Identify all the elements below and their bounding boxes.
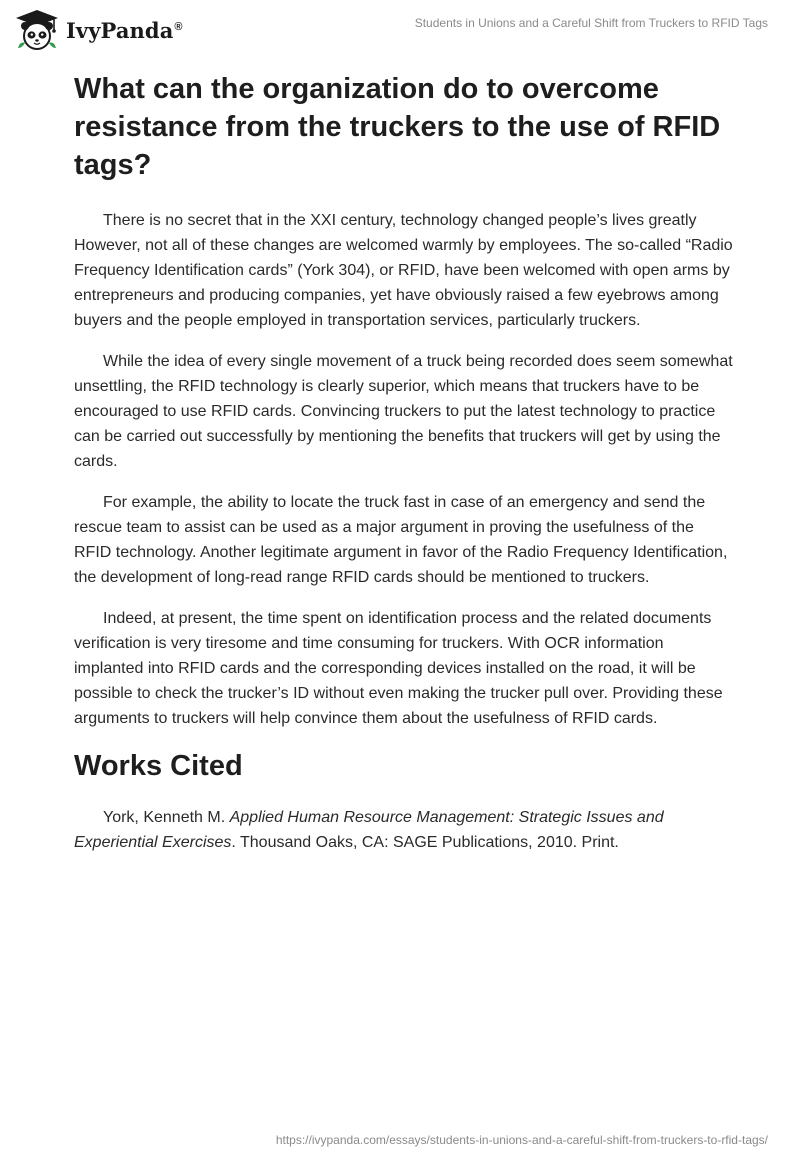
- paragraph-4: Indeed, at present, the time spent on identification process and the related documents verification is very tiresome and time consuming for truckers. With OCR information implanted into RFID cards and the corresponding devices installed on the road, it will be possible to check the trucker’s ID without even making the trucker pull over. Providing these arguments to truckers will help convince them about the usefulness of RFID cards.: [74, 610, 723, 727]
- citation-publication: . Thousand Oaks, CA: SAGE Publications, 2010. Print.: [231, 834, 619, 851]
- section-heading: What can the organization do to overcome resistance from the truckers to the use of RFID tags?: [74, 73, 721, 181]
- registered-mark: ®: [174, 20, 183, 33]
- page-header: [0, 0, 800, 60]
- paragraph-3: For example, the ability to locate the truck fast in case of an emergency and send the rescue team to assist can be used as a major argument in proving the usefulness of the RFID technology. Another legitimate argument in favor of the Radio Frequency Identification, the development of long-read range RFID cards should be mentioned to truckers.: [74, 494, 728, 586]
- panda-graduate-icon: [14, 8, 60, 52]
- paragraph-1: There is no secret that in the XXI century, technology changed people’s lives greatly However, not all of these changes are welcomed warmly by employees. The so-called “Radio Frequency Identification cards” (York 304), or RFID, have been welcomed with open arms by entrepreneurs and producing companies, yet have obviously raised a few eyebrows among buyers and the people employed in transportation services, particularly truckers.: [74, 212, 733, 329]
- brand-name: IvyPanda®: [66, 17, 183, 43]
- citation-author: York, Kenneth M.: [103, 809, 230, 826]
- essay-content: [74, 70, 734, 855]
- citation-title: Applied Human Resource Management: Strategic Issues and Experiential Exercises: [74, 809, 664, 851]
- source-url[interactable]: https://ivypanda.com/essays/students-in-unions-and-a-careful-shift-from-truckers-to-rfid-tags/: [275, 1133, 768, 1147]
- document-title: Students in Unions and a Careful Shift from Truckers to RFID Tags: [414, 16, 768, 30]
- brand-logo[interactable]: [14, 8, 183, 52]
- citation-entry: [74, 805, 734, 855]
- paragraph-2: While the idea of every single movement of a truck being recorded does seem somewhat unsettling, the RFID technology is clearly superior, which means that truckers have to be encouraged to use RFID cards. Convincing truckers to put the latest technology to practice can be carried out successfully by mentioning the benefits that truckers will get by using the cards.: [74, 353, 733, 470]
- works-cited-heading: Works Cited: [74, 750, 243, 782]
